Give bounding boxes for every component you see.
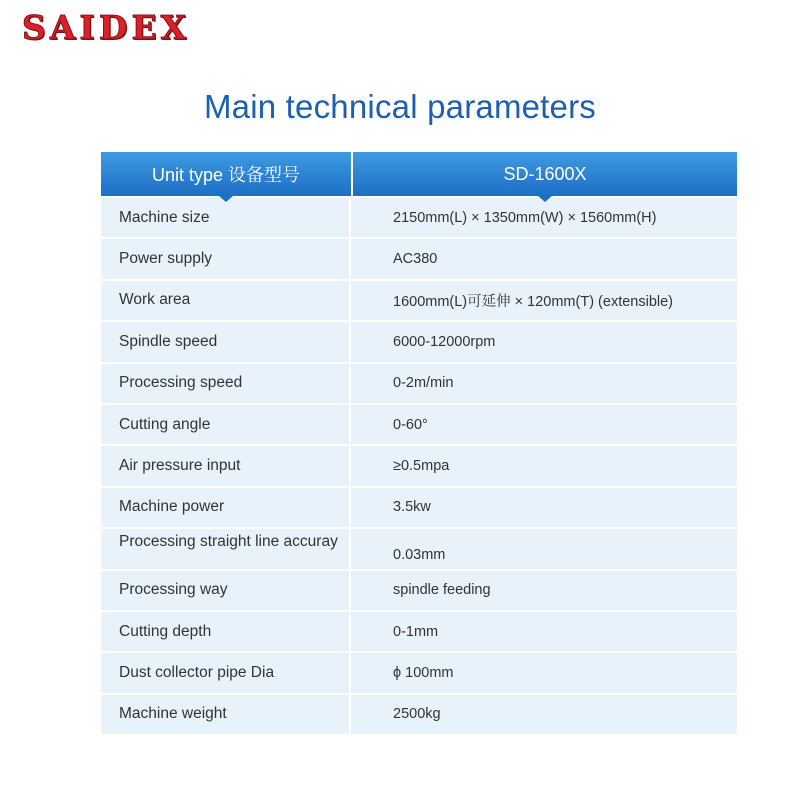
row-label: Cutting depth	[101, 612, 351, 651]
table-row	[101, 527, 737, 568]
page-title: Main technical parameters	[203, 88, 596, 125]
brand-logo: SAIDEX	[22, 8, 191, 47]
table-row	[101, 362, 737, 403]
row-label: Air pressure input	[101, 446, 351, 485]
header-unit-type	[101, 152, 353, 196]
row-value: ≥0.5mpa	[393, 458, 450, 475]
row-label: Processing way	[101, 571, 351, 610]
row-label: Machine size	[101, 198, 351, 237]
row-value: ϕ 100mm	[393, 664, 454, 681]
table-row	[101, 403, 737, 444]
table-row	[101, 569, 737, 610]
row-label: Work area	[101, 281, 351, 320]
table-header	[101, 152, 737, 196]
row-value: 0-60°	[393, 416, 428, 433]
row-value: 1600mm(L)可延伸 × 120mm(T) (extensible)	[393, 293, 674, 310]
row-label: Processing speed	[101, 364, 351, 403]
row-value: 2500kg	[393, 706, 441, 723]
row-label: Spindle speed	[101, 322, 351, 361]
row-label: Cutting angle	[101, 405, 351, 444]
row-value: 2150mm(L) × 1350mm(W) × 1560mm(H)	[393, 209, 657, 226]
header-notch-left	[219, 196, 233, 202]
table-row	[101, 693, 737, 734]
table-row	[101, 651, 737, 692]
row-label: Dust collector pipe Dia	[101, 653, 351, 692]
row-value: 0-1mm	[393, 623, 439, 640]
row-label: Processing straight line accuray	[101, 529, 351, 568]
table-body	[101, 196, 737, 734]
header-model	[353, 152, 737, 196]
header-unit-type-label: Unit type 设备型号	[151, 165, 301, 185]
row-label: Power supply	[101, 239, 351, 278]
table-row	[101, 237, 737, 278]
table-row	[101, 320, 737, 361]
table-row	[101, 486, 737, 527]
row-value: 0.03mm	[393, 546, 446, 563]
parameters-table	[101, 152, 737, 734]
row-value: 3.5kw	[393, 499, 431, 516]
row-value: AC380	[393, 251, 438, 268]
row-label: Machine weight	[101, 695, 351, 734]
table-row	[101, 279, 737, 320]
header-model-label: SD-1600X	[503, 163, 587, 184]
header-notch-right	[538, 196, 552, 202]
table-row	[101, 610, 737, 651]
row-value: spindle feeding	[393, 582, 491, 599]
table-row	[101, 196, 737, 237]
row-value: 6000-12000rpm	[393, 333, 496, 350]
row-value: 0-2m/min	[393, 375, 454, 392]
table-row	[101, 444, 737, 485]
row-label: Machine power	[101, 488, 351, 527]
